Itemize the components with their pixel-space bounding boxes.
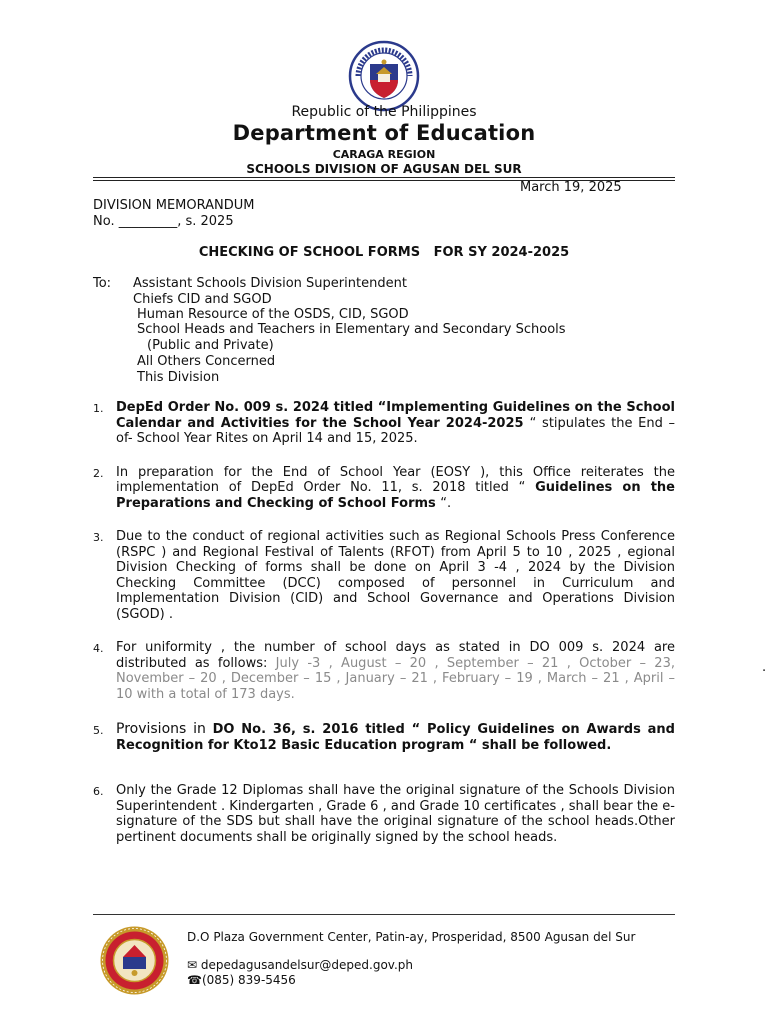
item-number: 5. bbox=[93, 724, 104, 737]
item-text: For uniformity , the number of school days as stated in DO 009 s. 2024 are distributed as follows: bbox=[116, 640, 675, 671]
phone-icon: ☎ bbox=[187, 973, 202, 987]
recipient: Human Resource of the OSDS, CID, SGOD bbox=[137, 307, 409, 322]
recipient: School Heads and Teachers in Elementary and Secondary Schools bbox=[137, 322, 566, 337]
stray-mark: . bbox=[762, 660, 767, 675]
item-number: 4. bbox=[93, 642, 104, 655]
email-icon: ✉ bbox=[187, 958, 198, 972]
recipient: This Division bbox=[137, 370, 220, 385]
memo-subject: CHECKING OF SCHOOL FORMS FOR SY 2024-2025 bbox=[198, 245, 570, 260]
item-text: “ stipulates the End – of- School Year Rites on April 14 and 15, 2025. bbox=[116, 415, 675, 446]
memo-items-list bbox=[93, 400, 675, 845]
memo-item bbox=[93, 783, 675, 845]
phone-text: (085) 839-5456 bbox=[201, 973, 296, 987]
memo-item bbox=[93, 465, 675, 512]
item-number: 1. bbox=[93, 402, 104, 415]
memo-item bbox=[93, 400, 675, 447]
item-bold-text: DepEd Order No. 009 s. 2024 titled “Implementing Guidelines on the School Calendar and Activities for the School Year 2024-2025 bbox=[116, 400, 675, 431]
memo-item bbox=[93, 529, 675, 622]
address-text: D.O Plaza Government Center, Patin-ay, Prosperidad, 8500 Agusan del Sur bbox=[187, 930, 636, 944]
item-number: 3. bbox=[93, 531, 104, 544]
recipient: Chiefs CID and SGOD bbox=[133, 292, 272, 307]
item-text: Due to the conduct of regional activities such as Regional Schools Press Conference (RSPC ) and Regional Festival of Talents (RFOT) from April 5 to 10 , 2025 , egional Division Checking of forms shall be done on April 3 -4 , 2024 by the Division Checking Committee (DCC) composed of personnel in Curriculum and Implementation Division (CID) and School Governance and Operations Division (SGOD) . bbox=[116, 529, 675, 622]
item-bold-text: DO No. 36, s. 2016 titled “ Policy Guidelines on Awards and Recognition for Kto12 Basic Education program “ shall be followed. bbox=[116, 722, 675, 753]
item-text: In preparation for the End of School Year (EOSY ), this Office reiterates the implementation of DepEd Order No. 11, s. 2018 titled “ bbox=[116, 464, 675, 495]
recipient: Assistant Schools Division Superintendent bbox=[133, 276, 407, 291]
footer-divider bbox=[93, 914, 675, 915]
email-text: depedagusandelsur@deped.gov.ph bbox=[200, 958, 414, 972]
recipient: (Public and Private) bbox=[147, 338, 274, 353]
item-text: Provisions in bbox=[116, 721, 213, 737]
to-label: To: bbox=[93, 276, 112, 291]
republic-heading: Republic of the Philippines bbox=[291, 104, 477, 120]
recipient: All Others Concerned bbox=[137, 354, 276, 369]
item-gray-text: July -3 , August – 20 , September – 21 , October – 23, November – 20 , December – 15 , January – 21 , February – 19 , March – 21 , April – 10 with a total of 173 days. bbox=[116, 655, 675, 702]
memo-item bbox=[93, 722, 675, 753]
footer-email bbox=[187, 958, 667, 973]
item-number: 6. bbox=[93, 785, 104, 798]
memo-date: March 19, 2025 bbox=[520, 180, 622, 195]
item-text: Only the Grade 12 Diplomas shall have the original signature of the Schools Division Superintendent . Kindergarten , Grade 6 , and Grade 10 certificates , shall bear the e-signature of the SDS but shall have the original signature of the school heads.Other pertinent documents shall be originally signed by the school heads. bbox=[116, 783, 675, 845]
item-bold-text: Guidelines on the Preparations and Checking of School Forms bbox=[116, 480, 675, 511]
deped-seal-logo bbox=[348, 40, 420, 112]
memo-reference bbox=[93, 198, 255, 230]
footer-phone bbox=[187, 973, 667, 988]
footer-address bbox=[187, 930, 667, 945]
region-heading: CARAGA REGION bbox=[332, 148, 436, 161]
memo-type: DIVISION MEMORANDUM bbox=[93, 198, 255, 213]
division-seal-logo bbox=[99, 925, 170, 996]
division-heading: SCHOOLS DIVISION OF AGUSAN DEL SUR bbox=[246, 162, 522, 176]
item-number: 2. bbox=[93, 466, 104, 480]
memo-item bbox=[93, 640, 675, 702]
memo-number: No. _________, s. 2025 bbox=[93, 214, 234, 229]
department-title: Department of Education bbox=[232, 121, 536, 145]
item-text: “. bbox=[440, 495, 452, 511]
